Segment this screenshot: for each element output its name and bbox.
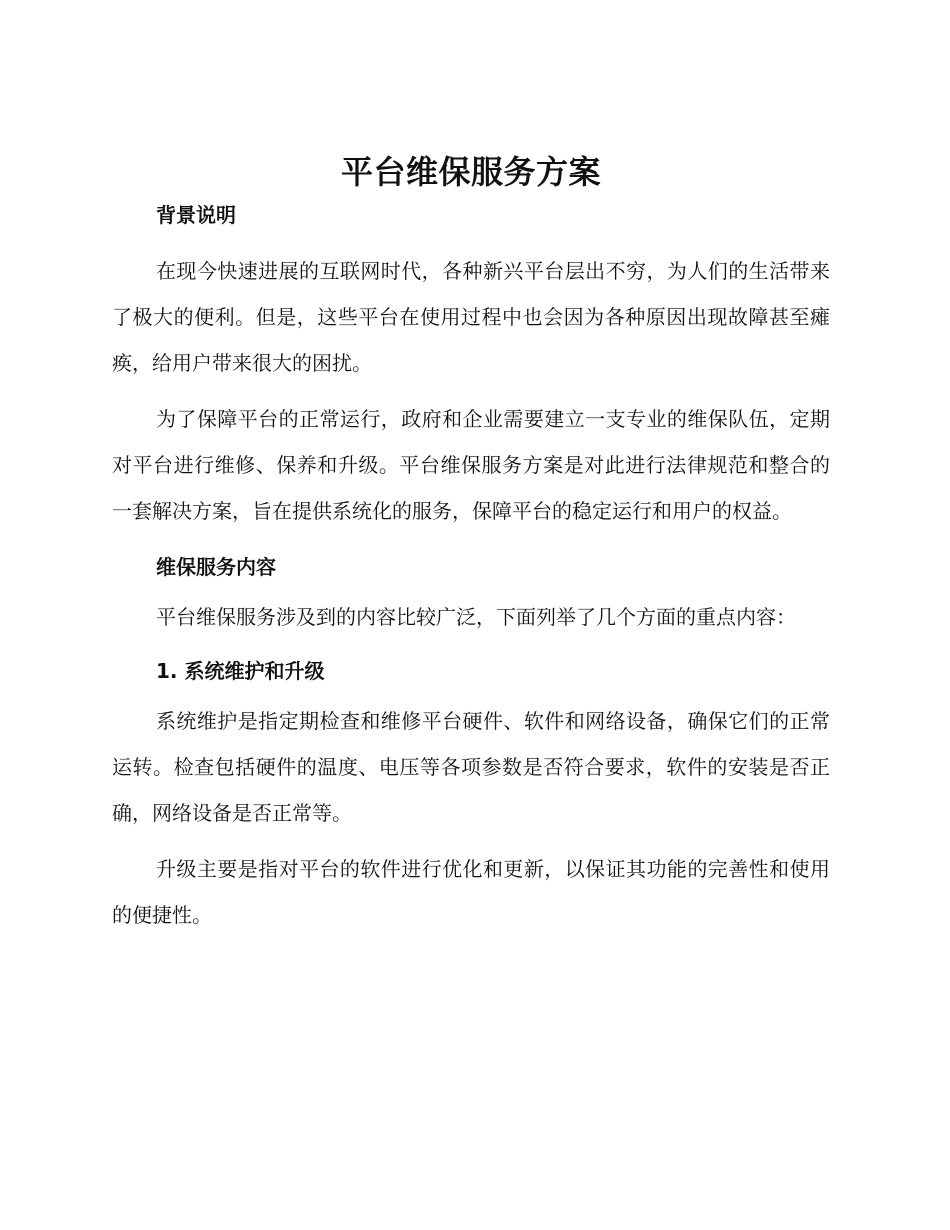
- paragraph-system-maintenance-2: 升级主要是指对平台的软件进行优化和更新，以保证其功能的完善性和使用的便捷性。: [112, 857, 830, 927]
- section-heading-system-maintenance: 1. 系统维护和升级: [156, 659, 325, 683]
- paragraph-background-2: 为了保障平台的正常运行，政府和企业需要建立一支专业的维保队伍，定期对平台进行维修、保养和升级。平台维保服务方案是对此进行法律规范和整合的一套解决方案，旨在提供系统化的服务，保障平台的稳定运行和用户的权益。: [112, 407, 830, 523]
- paragraph-background-1: 在现今快速进展的互联网时代，各种新兴平台层出不穷，为人们的生活带来了极大的便利。但是，这些平台在使用过程中也会因为各种原因出现故障甚至瘫痪，给用户带来很大的困扰。: [112, 259, 830, 375]
- document-page: [112, 150, 830, 948]
- document-title: 平台维保服务方案: [340, 153, 601, 191]
- section-heading-background: 背景说明: [156, 203, 236, 227]
- paragraph-service-content-1: 平台维保服务涉及到的内容比较广泛，下面列举了几个方面的重点内容：: [156, 605, 796, 629]
- section-heading-service-content: 维保服务内容: [156, 555, 276, 579]
- paragraph-system-maintenance-1: 系统维护是指定期检查和维修平台硬件、软件和网络设备，确保它们的正常运转。检查包括硬件的温度、电压等各项参数是否符合要求，软件的安装是否正确，网络设备是否正常等。: [112, 709, 830, 825]
